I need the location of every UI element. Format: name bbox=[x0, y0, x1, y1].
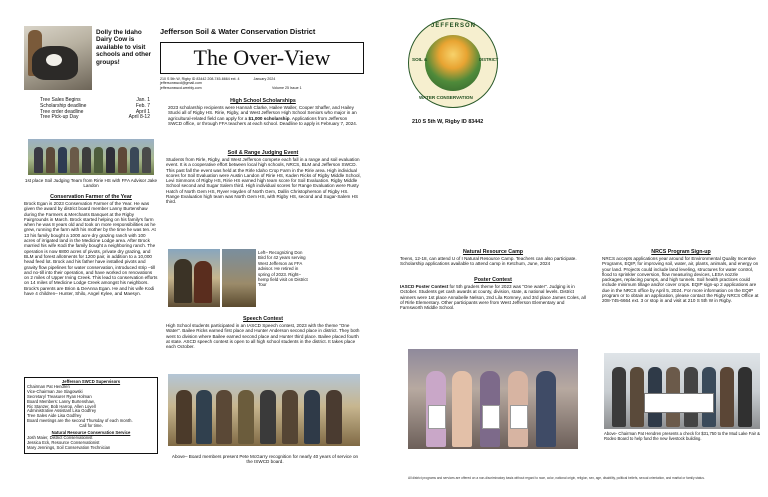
logo-address: 210 S 5th W, Rigby ID 83442 bbox=[412, 119, 484, 125]
supervisors-box: Jefferson SWCD Supervisors Chairman Pat Hendren Vice-Chairman Joe Slagowski Secretary/ Treasurer Ryan Holman Board Members: Lanny Burtenshaw, Ric Stanzer, Bob Harrop, Allen Lovell Administrative Assistant Lisa Godfrey Tree Sales Aide Lisa Godfrey Board meetings are the second Thursday of each month. Call for time. Natural Resource Conservation Service Josh Maier, District Conservationist Jessica Eck, Resource Conservationist Mary Jennings, Soil Conservation Technician bbox=[24, 377, 158, 454]
range-judging-heading: Soil & Range Judging Event bbox=[227, 150, 299, 156]
date-row: Tree Pick-up Day April 8-12 bbox=[40, 114, 150, 121]
speech-contest-article: High School students participated in an IASCD Speech contest, 2023 with the theme "One Water". Bailee Ricks earned first place and Hunter Anderson second place in district. They both went to division where Bailee earned second place and Hunter third place. Bailee placed fourth at state. ASCD speech contest is open to all high school students in the district. It takes place each October. bbox=[166, 323, 360, 350]
board-photo-caption: Above– Board members present Pete McGarry recognition for nearly 40 years of service on the ISWCD board. bbox=[171, 454, 359, 465]
range-judging-article: Students from Rirle, Rigby, and West Jefferson compete each fall in a range and soil evaluation event. It is a cooperative effort between local high schools, NRCS, BLM and Jefferson SWCD. This past fall the event was held at the Rirle Idaho Crop Farm in the Ririe area. High individual scores for Soil Evaluation were Austin Landon of Ririe HS, Kaden Ricks of Rigby Middle School, Levi Simmons of Rigby HS, Ririe HS earned high team score for Soil Evaluation. Rigby Middle School second and Sugar Salem third. High individual scores for Range Evaluation were Rusty Hatch of North Gem HS, Ryver Hayden of North Gem, Dallin Christopherson of Rigby HS. Range Evaluation high team was North Gem HS, with Rigby HS, second and Sugar-Salem HS third. bbox=[166, 157, 361, 205]
farmer-heading: Conservation Farmer of the Year bbox=[50, 194, 132, 200]
email-line: jeffersonswcd@gmail.com bbox=[160, 81, 202, 86]
district-title: Jefferson Soil & Water Conservation District bbox=[160, 27, 316, 36]
date-row: Tree order deadline April 1 bbox=[40, 108, 150, 115]
page-gutter bbox=[384, 0, 392, 497]
date-row: Scholarship deadline Feb. 7 bbox=[40, 102, 150, 109]
date-row: Tree Sales Begins Jan. 1 bbox=[40, 97, 150, 103]
don-bird-caption: Left– Recognizing Don Bird for 42 years serving West Jefferson as FFA advisor. He retired in spring of 2023. Right– hemp field visit on District Tour bbox=[258, 250, 308, 288]
issue-date: January 2024 bbox=[253, 77, 276, 81]
soil-judging-team-photo bbox=[28, 139, 154, 175]
volume-issue: Volume 25 Issue 1 bbox=[272, 86, 302, 90]
poster-winners-photo bbox=[408, 349, 578, 449]
hemp-field-photo bbox=[222, 249, 256, 307]
nondiscrimination-statement: All district programs and services are offered on a non-discriminatory basis without regard to race, color, national origin, religion, sex, age, disability, political beliefs, sexual orientation, and marital or family status. bbox=[408, 476, 705, 480]
dolly-notice: Dolly the Idaho Dairy Cow is available to visit schools and other groups! bbox=[96, 29, 152, 66]
scholarships-heading: High School Scholarships bbox=[230, 98, 296, 104]
team-photo-caption: 1st place Soil Judging Team from Ririe HS with FFA Advisor Jake Landon bbox=[24, 178, 158, 189]
don-bird-photo bbox=[168, 249, 220, 307]
website-line: jeffersonswcd.weebly.com bbox=[160, 85, 202, 90]
poster-contest-heading: Poster Contest bbox=[474, 277, 512, 283]
check-presentation-photo bbox=[604, 353, 760, 429]
address-line: 210 S 5th W, Rigby ID 83442 208-745-6664 ext. 4 bbox=[160, 77, 240, 81]
farmer-article: Brock Egan is 2023 Conservation Farmer of the Year. He was given the award by district board member Lanny Burtenshaw during the Farmers & Merchants Banquet at the Rigby Fairgrounds in March. Brock started helping on his family's farm when he was 8 years old and took on more responsibilities as he grew, running the farm with his mother by the time he was ten. At 13 his family bought a 1000 acre dry grazing ranch with 100 acres of irrigated land in the Medicine Lodge area. After Brock married his wife Kodi the family bought a neighboring ranch. The operation is now 6800 acres of pivots, private dry grazing, and BLM and forest allotments for 1200 pair, in addition to a 10,000 head feed lot. Brock and his father have installed pivots and gravity flow pipelines for water conservation, introduced strip –till and no-till into their operation, and have worked on renovations on 2 miles of Upper Irving Creek. This lead to conservation efforts on 14 miles of Medicine Lodge Creek amongst his neighbors. Brock's parents are Brion & DeAnna Egan. He and his wife Kodi have 4 children– Hunter, Shilo, Angel Kylee, and Maesyn. bbox=[24, 201, 158, 297]
check-photo-caption: Above- Chairman Pat Hendren presents a check for $31,750 to the Mud Lake Fair & Rodeo Board to help fund the new livestock building. bbox=[604, 431, 760, 441]
poster-contest-article: IASCD Poster Contest for 5th graders theme for 2023 was "One water". Judging is in October. Students get cash awards at county, division, state, & national levels. District winners were 1st place Annabelle Nelson, 2nd Lila Romney, and 3rd place James Coles, all of Rirle Elementary. Other participants were from West Jefferson Elementary and Farnsworth Middle School. bbox=[400, 284, 586, 311]
board-members-photo bbox=[168, 374, 360, 446]
nrcs-signup-article: NRCS accepts applications year around for Environmental Quality Incentive Programs, EQIP, for improving soil, water, air, plants, animals, and energy on your land. Projects could include land leveling, structures for water control, flood to sprinkler conversion, flow measuring devices, LESA nozzle packages, replacing pumps, and high tunnels. Soil health practices could include minimum tillage and/or cover crops. EQIP sign-up 2 applications are due in the NRCS office by April 5, 2024. For more information on the EQIP program or to obtain an application, please contact the Rigby NRCS Office at 208-745-6664 ext. 3 or stop in and visit at 210 S 5th W in Rigby. bbox=[602, 256, 759, 304]
supervisors-heading: Jefferson SWCD Supervisors bbox=[61, 379, 121, 384]
resource-camp-article: Teens, 12-18, can attend U of I Natural Resource Camp. Teachers can also participate. Scholarship applications available to attend camp in Ketchum, June, 2024 bbox=[400, 256, 577, 267]
key-dates-list bbox=[40, 98, 150, 121]
newsletter-title: The Over-View bbox=[193, 45, 331, 70]
scholarships-article: 2023 scholarship recipients were Hannah Clarke, Hailee Waller, Cooper Shaffer, and Hailey Stucki all of Rigby HS. Ririe, Rigby, and West Jefferson High School Seniors who major in an agricultural-related field can apply for a $1,000 scholarship. Applications from Jefferson SWCD office, or through FFA teachers at each school. Deadline to apply is February 7, 2024. bbox=[168, 105, 358, 126]
nrcs-staff-heading: Natural Resource Conservation Service bbox=[51, 430, 131, 436]
dolly-cow-photo bbox=[24, 26, 92, 90]
contact-info bbox=[160, 77, 360, 90]
nrcs-signup-heading: NRCS Program Sign-up bbox=[651, 249, 711, 255]
speech-contest-heading: Speech Contest bbox=[242, 316, 284, 322]
resource-camp-heading: Natural Resource Camp bbox=[462, 249, 524, 255]
district-logo: JEFFERSON SOIL & DISTRICT WATER CONSERVATION bbox=[408, 18, 498, 108]
